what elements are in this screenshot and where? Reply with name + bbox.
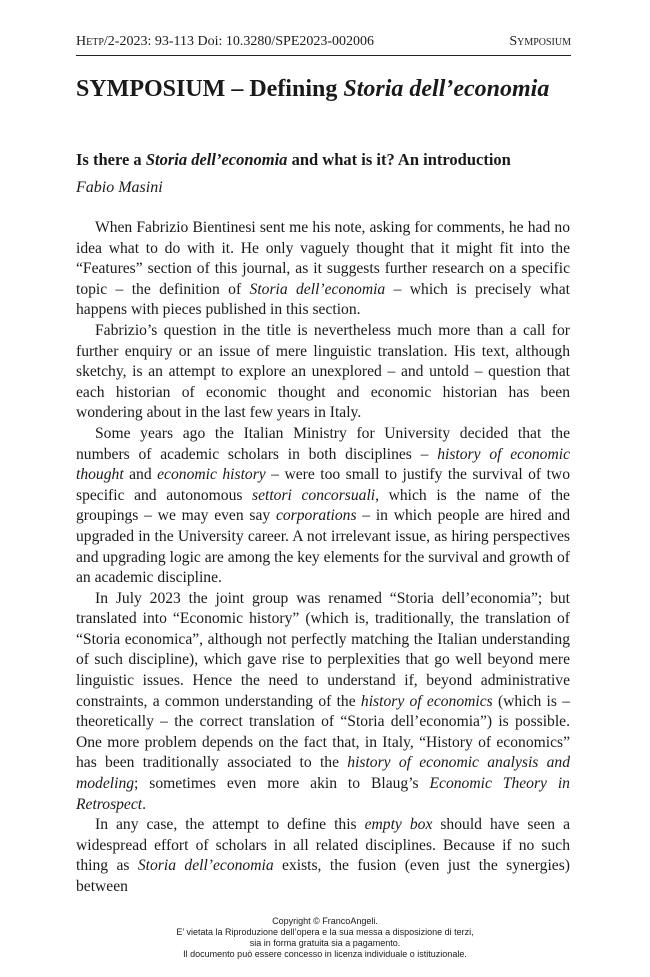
copyright-footer xyxy=(0,916,650,960)
italic-term: history of economic thought xyxy=(76,445,570,484)
body-paragraph xyxy=(76,815,570,897)
text-run: In any case, the attempt to define this xyxy=(95,816,365,834)
italic-term: Storia dell’economia xyxy=(249,280,386,298)
footer-line: Il documento può essere concesso in licenza individuale o istituzionale. xyxy=(183,949,467,959)
text-run: (which is – theoretically – the correct translation of “Storia dell’economia”) is possible. One more problem depends on the fact that, in Italy, “History of economics” has been traditionally associated to the xyxy=(76,692,571,772)
text-run: should have seen a widespread effort of scholars in all related disciplines. Because if no such thing as xyxy=(76,816,570,875)
article-title-italic: Storia dell’economia xyxy=(145,150,288,169)
author-name: Fabio Masini xyxy=(76,179,163,196)
citation-doi: /2-2023: 93-113 Doi: 10.3280/SPE2023-002006 xyxy=(103,34,375,49)
italic-term: empty box xyxy=(364,816,433,834)
italic-term: settori concorsuali xyxy=(252,486,376,504)
article-title-prefix: Is there a xyxy=(76,150,146,169)
body-paragraph xyxy=(76,321,570,424)
running-header xyxy=(76,34,571,52)
text-run: . xyxy=(142,795,147,813)
text-run: Fabrizio’s question in the title is nevertheless much more than a call for further enquiry or an issue of mere linguistic translation. His text, although sketchy, is an attempt to explore an unexplored – and untold – question that each historian of economic thought and economic historian has been wondering about in the last few years in Italy. xyxy=(76,321,570,422)
header-rule xyxy=(76,55,571,56)
symposium-title xyxy=(76,76,549,103)
article-title xyxy=(76,150,511,170)
header-citation xyxy=(76,34,374,52)
article-body xyxy=(76,218,570,898)
text-run: – which is precisely what happens with pieces published in this section. xyxy=(76,280,570,319)
italic-term: Storia dell’economia xyxy=(137,857,274,875)
italic-term: history of economic analysis and modeling xyxy=(76,754,571,793)
footer-line: E’ vietata la Riproduzione dell’opera e la sua messa a disposizione di terzi, xyxy=(176,927,474,937)
italic-term: economic history xyxy=(157,466,266,484)
text-run: , which is the name of the groupings – we may even say xyxy=(76,486,570,525)
body-paragraph xyxy=(76,424,570,589)
body-paragraph xyxy=(76,589,570,816)
footer-line: sia in forma gratuita sia a pagamento. xyxy=(249,938,401,948)
text-run: and xyxy=(123,466,158,484)
text-run: ; sometimes even more akin to Blaug’s xyxy=(134,775,430,793)
italic-term: history of economics xyxy=(360,692,493,710)
header-section: Symposium xyxy=(509,34,571,49)
italic-term: corporations xyxy=(275,507,357,525)
text-run: – were too small to justify the survival of two specific and autonomous xyxy=(76,466,570,504)
text-run: – in which people are hired and upgraded in the University career. A not irrelevant issue, as hiring perspectives and upgrading logic are among the key elements for the survival and growth of an academic discipline. xyxy=(76,507,570,587)
text-run: Some years ago the Italian Ministry for University decided that the numbers of academic scholars in both disciplines – xyxy=(76,424,570,463)
symposium-title-prefix: SYMPOSIUM – Defining xyxy=(76,76,344,102)
journal-abbreviation: Hetp xyxy=(76,34,104,49)
text-run: When Fabrizio Bientinesi sent me his note, asking for comments, he had no idea what to do with it. He only vaguely thought that it might fit into the “Features” section of this journal, as it suggests further research on a specific topic – the definition of xyxy=(76,219,570,298)
article-title-suffix: and what is it? An introduction xyxy=(287,150,511,169)
body-paragraph xyxy=(76,218,570,321)
footer-line: Copyright © FrancoAngeli. xyxy=(272,916,378,926)
text-run: In July 2023 the joint group was renamed “Storia dell’economia”; but translated into “Economic history” (which is, traditionally, the translation of “Storia economica”, although not perfectly matching the Italian understanding of such discipline), which gave rise to perplexities that go well beyond mere linguistic issues. Hence the need to understand if, beyond administrative constraints, a common understanding of the xyxy=(76,589,570,710)
italic-term: Economic Theory in Retrospect xyxy=(76,775,570,813)
text-run: exists, the fusion (even just the synergies) between xyxy=(76,857,570,895)
symposium-title-italic: Storia dell’economia xyxy=(343,76,550,102)
